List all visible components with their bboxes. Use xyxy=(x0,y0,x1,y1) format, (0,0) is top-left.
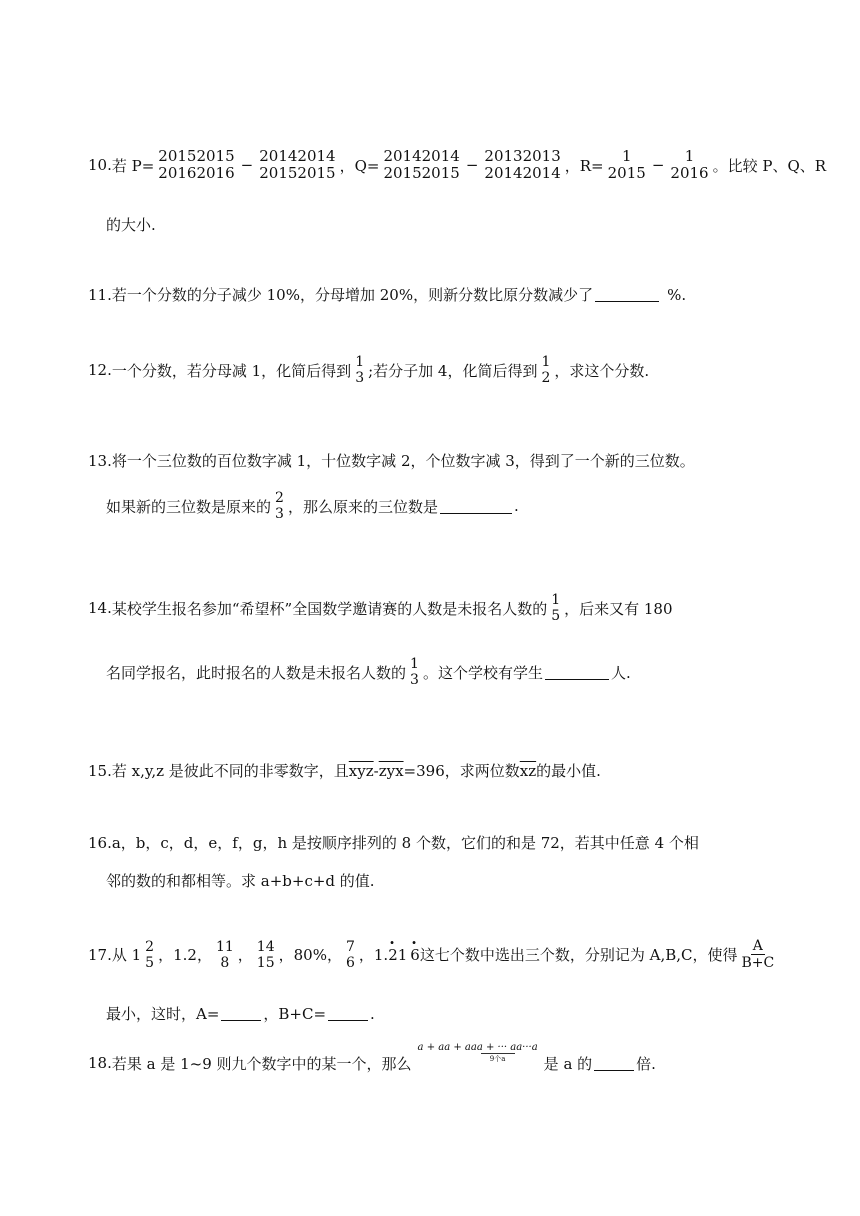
fraction-fourteen-fifteenths: 14 15 xyxy=(256,938,275,971)
fraction-one-third: 1 3 xyxy=(355,354,365,387)
overline-number-xz: $\overline{xz}$ xyxy=(519,761,537,780)
fraction-two-thirds: 2 3 xyxy=(275,490,284,523)
question-10: 10. 若 P= 20152015 20162016 − 20142014 20152015 ，Q= 20142014 20152015 − 20132013 20142014 ，R= 1 2015 − 1 2016 。比较 P、Q、R xyxy=(88,147,827,183)
answer-blank[interactable] xyxy=(595,287,659,302)
repeating-digit-end: · 6 xyxy=(410,946,420,964)
fraction-one-half: 1 2 xyxy=(541,354,551,387)
question-17: 17. 从 1 2 5 ，1.2， 11 8 ， 14 15 ，80%， 7 6 ，1. · 2 1 · 6 这七个数中选出三个数，分别记为 A,B,C，使得 $\frac{A}{B+C}$ xyxy=(88,938,778,971)
question-13-line-2: 如果新的三位数是原来的 2 3 ，那么原来的三位数是 . xyxy=(106,490,519,523)
fraction-a-over-b-plus-c: $\frac{A}{B+C}$ xyxy=(741,938,775,972)
fraction-p-b: 20142014 20152015 xyxy=(259,147,336,183)
question-10-line-2: 的大小. xyxy=(106,216,156,234)
fraction-q-a: 20142014 20152015 xyxy=(383,147,460,183)
fraction-r-b: 1 2016 xyxy=(670,147,709,183)
answer-blank-a[interactable] xyxy=(221,1006,261,1021)
question-12: 12. 一个分数，若分母减 1，化简后得到 1 3 ;若分子加 4，化简后得到 1 2 ，求这个分数. xyxy=(88,354,650,387)
question-15: 15. 若 x,y,z 是彼此不同的非零数字，且 $\overline{xyz}$ - $\overline{zyx}$ =396，求两位数 $\overline{xz}$ 的最小值. xyxy=(88,761,601,780)
answer-blank[interactable] xyxy=(545,665,609,680)
question-11: 11. 若一个分数的分子减少 10%，分母增加 20%，则新分数比原分数减少了 %. xyxy=(88,285,687,304)
question-13: 13. 将一个三位数的百位数字减 1，十位数字减 2，个位数字减 3，得到了一个新的三位数。 xyxy=(88,451,695,470)
answer-blank-b-plus-c[interactable] xyxy=(328,1006,368,1021)
fraction-eleven-eighths: 11 8 xyxy=(215,938,234,971)
question-18: 18. 若果 a 是 1~9 则九个数字中的某一个，那么 a + aa + aaa + ··· aa···a 9个a 是 a 的 倍. xyxy=(88,1042,656,1073)
fraction-p-a: 20152015 20162016 xyxy=(158,147,235,183)
overline-number-zyx: $\overline{zyx}$ xyxy=(378,761,404,780)
repeating-digit-start: · 2 xyxy=(388,946,398,964)
mixed-fraction-part: 2 5 xyxy=(145,938,155,971)
repunit-sum-expression: a + aa + aaa + ··· aa···a 9个a xyxy=(417,1042,538,1063)
overline-number-xyz: $\overline{xyz}$ xyxy=(348,761,374,780)
fraction-seven-sixths: 7 6 xyxy=(345,938,355,971)
question-14: 14. 某校学生报名参加“希望杯”全国数学邀请赛的人数是未报名人数的 1 5 ，后来又有 180 xyxy=(88,592,673,625)
fraction-q-b: 20132013 20142014 xyxy=(484,147,561,183)
question-16: 16. a，b，c，d，e，f，g，h 是按顺序排列的 8 个数，它们的和是 72，若其中任意 4 个相 xyxy=(88,833,699,852)
question-14-line-2: 名同学报名，此时报名的人数是未报名人数的 1 3 。这个学校有学生 人. xyxy=(106,656,631,689)
question-16-line-2: 邻的数的和都相等。求 a+b+c+d 的值. xyxy=(106,872,375,890)
question-17-line-2: 最小，这时，A= ，B+C= . xyxy=(106,1004,375,1023)
fraction-r-a: 1 2015 xyxy=(607,147,646,183)
fraction-one-fifth: 1 5 xyxy=(551,592,561,625)
answer-blank[interactable] xyxy=(594,1056,634,1071)
fraction-one-third: 1 3 xyxy=(410,656,419,689)
answer-blank[interactable] xyxy=(440,499,512,514)
